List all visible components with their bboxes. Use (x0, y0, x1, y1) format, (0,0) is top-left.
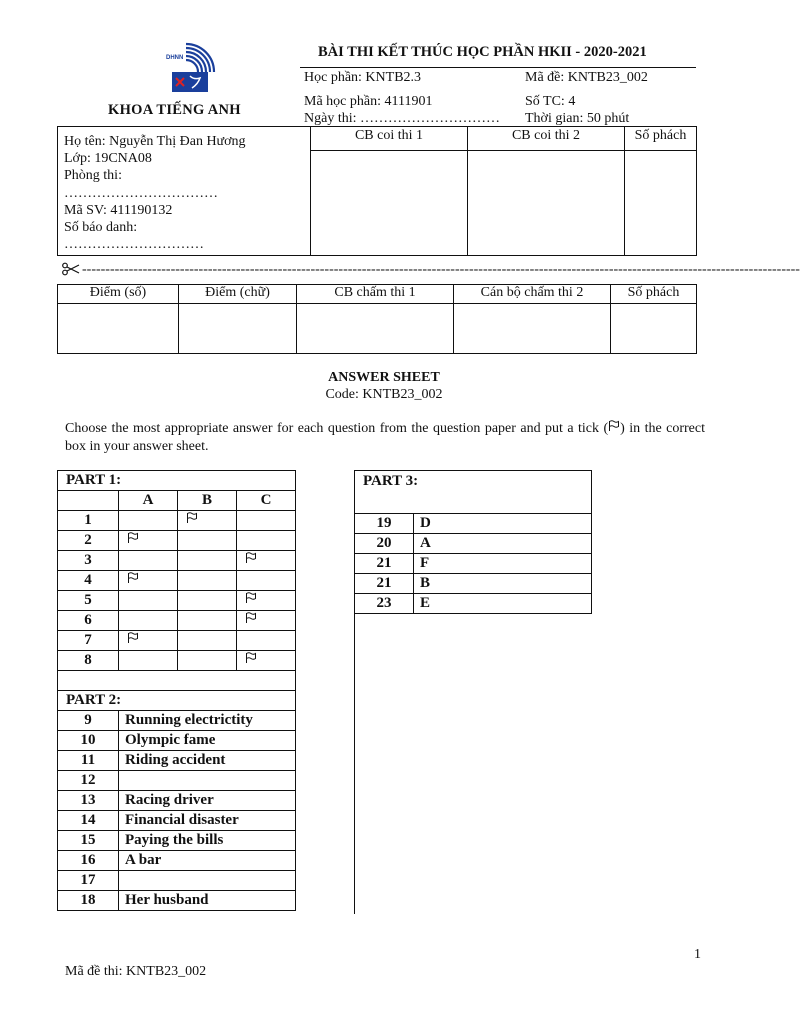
exam-title: BÀI THI KẾT THÚC HỌC PHẦN HKII - 2020-2021 (318, 44, 647, 60)
question-number: 2 (58, 531, 119, 551)
question-number: 21 (355, 554, 414, 574)
answer-text: A bar (119, 851, 296, 871)
answer-box-c (237, 531, 296, 551)
question-number: 7 (58, 631, 119, 651)
score-number-header: Điểm (số) (58, 285, 179, 304)
score-words-header: Điểm (chữ) (179, 285, 297, 304)
score-number-box (58, 304, 179, 354)
part2-label: PART 2: (58, 691, 296, 711)
question-number: 18 (58, 891, 119, 911)
question-number: 13 (58, 791, 119, 811)
question-number: 20 (355, 534, 414, 554)
footer-exam-code: Mã đề thi: KNTB23_002 (65, 964, 207, 979)
student-name: Họ tên: Nguyễn Thị Đan Hương (64, 134, 246, 149)
scoring-table (57, 284, 697, 354)
answer-box-b (178, 611, 237, 631)
part2-row (58, 871, 296, 891)
column-divider (354, 612, 355, 914)
answer-text: Racing driver (119, 791, 296, 811)
question-number: 21 (355, 574, 414, 594)
part2-row (58, 851, 296, 871)
candidate-number-dots: ………………………… (64, 237, 204, 253)
part1-row (58, 631, 296, 651)
instruction-text-start: Choose the most appropriate answer for each question from the question paper and put a tick ( (65, 421, 609, 437)
serial-box (611, 304, 697, 354)
course-code: Mã học phần: 4111901 (304, 94, 433, 109)
university-logo (166, 42, 216, 96)
part1-part2-table (57, 470, 296, 911)
answer-box-b (178, 551, 237, 571)
column-header-c: C (237, 491, 296, 511)
question-number: 9 (58, 711, 119, 731)
part1-label: PART 1: (58, 471, 296, 491)
question-number: 14 (58, 811, 119, 831)
answer-text: Her husband (119, 891, 296, 911)
answer-text: Riding accident (119, 751, 296, 771)
exam-duration: Thời gian: 50 phút (525, 111, 630, 126)
answer-box-b (178, 651, 237, 671)
grader-1-box (297, 304, 454, 354)
room-label: Phòng thi: (64, 168, 122, 184)
cut-line: ---------------------------------------------------------------------------------------------------------------------------------------------------------- (82, 262, 800, 277)
answer-box-a (119, 551, 178, 571)
part3-row (355, 534, 592, 554)
answer-letter: E (414, 594, 592, 614)
question-number: 12 (58, 771, 119, 791)
answer-box-a (119, 531, 178, 551)
answer-box-c (237, 551, 296, 571)
invigilator-1-header: CB coi thi 1 (311, 127, 468, 151)
answer-sheet-code: Code: KNTB23_002 (325, 387, 443, 402)
credits: Số TC: 4 (525, 94, 576, 109)
answer-box-a (119, 651, 178, 671)
part1-row (58, 551, 296, 571)
answer-text: Running electrictity (119, 711, 296, 731)
part2-row (58, 731, 296, 751)
answer-text: Paying the bills (119, 831, 296, 851)
part2-row (58, 711, 296, 731)
answer-text: Olympic fame (119, 731, 296, 751)
page-number: 1 (694, 947, 701, 962)
part2-row (58, 891, 296, 911)
answer-box-a (119, 591, 178, 611)
header-divider (300, 67, 696, 68)
student-details (58, 127, 311, 256)
department-name: KHOA TIẾNG ANH (108, 102, 241, 118)
spacer-row (58, 671, 296, 691)
answer-letter: A (414, 534, 592, 554)
flag-tick-icon (127, 572, 139, 589)
answer-box-c (237, 651, 296, 671)
logo-text: DHNN (166, 55, 184, 61)
answer-text (119, 771, 296, 791)
grader-2-header: Cán bộ chấm thi 2 (454, 285, 611, 304)
part2-row (58, 811, 296, 831)
scissors-icon (62, 262, 80, 281)
question-number: 16 (58, 851, 119, 871)
question-number: 8 (58, 651, 119, 671)
part3-table (354, 470, 592, 614)
question-number: 19 (355, 514, 414, 534)
room-dots: …………………………… (64, 185, 218, 201)
part1-row (58, 651, 296, 671)
exam-date: Ngày thi: ………………………… (304, 111, 500, 126)
part2-row (58, 771, 296, 791)
answer-letter: F (414, 554, 592, 574)
question-number: 15 (58, 831, 119, 851)
question-number: 11 (58, 751, 119, 771)
question-number: 5 (58, 591, 119, 611)
instructions (65, 420, 705, 456)
part3-row (355, 554, 592, 574)
answer-sheet-title: ANSWER SHEET (328, 370, 440, 385)
answer-box-a (119, 631, 178, 651)
answer-box-b (178, 531, 237, 551)
part3-row (355, 574, 592, 594)
answer-letter: D (414, 514, 592, 534)
invigilator-2-header: CB coi thi 2 (468, 127, 625, 151)
flag-tick-icon (127, 532, 139, 549)
answer-box-c (237, 611, 296, 631)
serial-header: Số phách (625, 127, 697, 151)
question-number: 1 (58, 511, 119, 531)
part3-label: PART 3: (355, 471, 592, 514)
column-header-b: B (178, 491, 237, 511)
flag-tick-icon (245, 652, 257, 669)
answer-box-c (237, 591, 296, 611)
part3-row (355, 514, 592, 534)
answer-box-c (237, 511, 296, 531)
part1-row (58, 571, 296, 591)
answer-box-a (119, 571, 178, 591)
question-number: 17 (58, 871, 119, 891)
part2-row (58, 831, 296, 851)
answer-box-c (237, 571, 296, 591)
question-number: 4 (58, 571, 119, 591)
answer-letter: B (414, 574, 592, 594)
question-number: 3 (58, 551, 119, 571)
answer-box-a (119, 511, 178, 531)
part2-row (58, 751, 296, 771)
header-blank (58, 491, 119, 511)
grader-1-header: CB chấm thi 1 (297, 285, 454, 304)
serial-box (625, 151, 697, 256)
instruction-text-end: ) in the correct box in your answer sheet. (65, 421, 705, 455)
grader-2-box (454, 304, 611, 354)
answer-box-b (178, 511, 237, 531)
answer-box-b (178, 571, 237, 591)
part1-row (58, 531, 296, 551)
flag-tick-icon (245, 592, 257, 609)
answer-box-c (237, 631, 296, 651)
flag-tick-icon (608, 420, 620, 438)
part1-row (58, 591, 296, 611)
course-name: Học phần: KNTB2.3 (304, 70, 422, 85)
flag-tick-icon (245, 552, 257, 569)
answer-text (119, 871, 296, 891)
question-number: 10 (58, 731, 119, 751)
student-id: Mã SV: 411190132 (64, 202, 173, 218)
invigilator-1-box (311, 151, 468, 256)
student-class: Lớp: 19CNA08 (64, 151, 152, 167)
part3-row (355, 594, 592, 614)
flag-tick-icon (245, 612, 257, 629)
answer-box-a (119, 611, 178, 631)
column-header-a: A (119, 491, 178, 511)
flag-tick-icon (186, 512, 198, 529)
score-words-box (179, 304, 297, 354)
part1-row (58, 611, 296, 631)
student-info-table (57, 126, 697, 256)
answer-box-b (178, 591, 237, 611)
serial-header: Số phách (611, 285, 697, 304)
answer-text: Financial disaster (119, 811, 296, 831)
question-number: 23 (355, 594, 414, 614)
question-number: 6 (58, 611, 119, 631)
invigilator-2-box (468, 151, 625, 256)
flag-tick-icon (127, 632, 139, 649)
part1-row (58, 511, 296, 531)
exam-code: Mã đề: KNTB23_002 (525, 70, 648, 85)
answer-box-b (178, 631, 237, 651)
candidate-number-label: Số báo danh: (64, 220, 138, 236)
part2-row (58, 791, 296, 811)
